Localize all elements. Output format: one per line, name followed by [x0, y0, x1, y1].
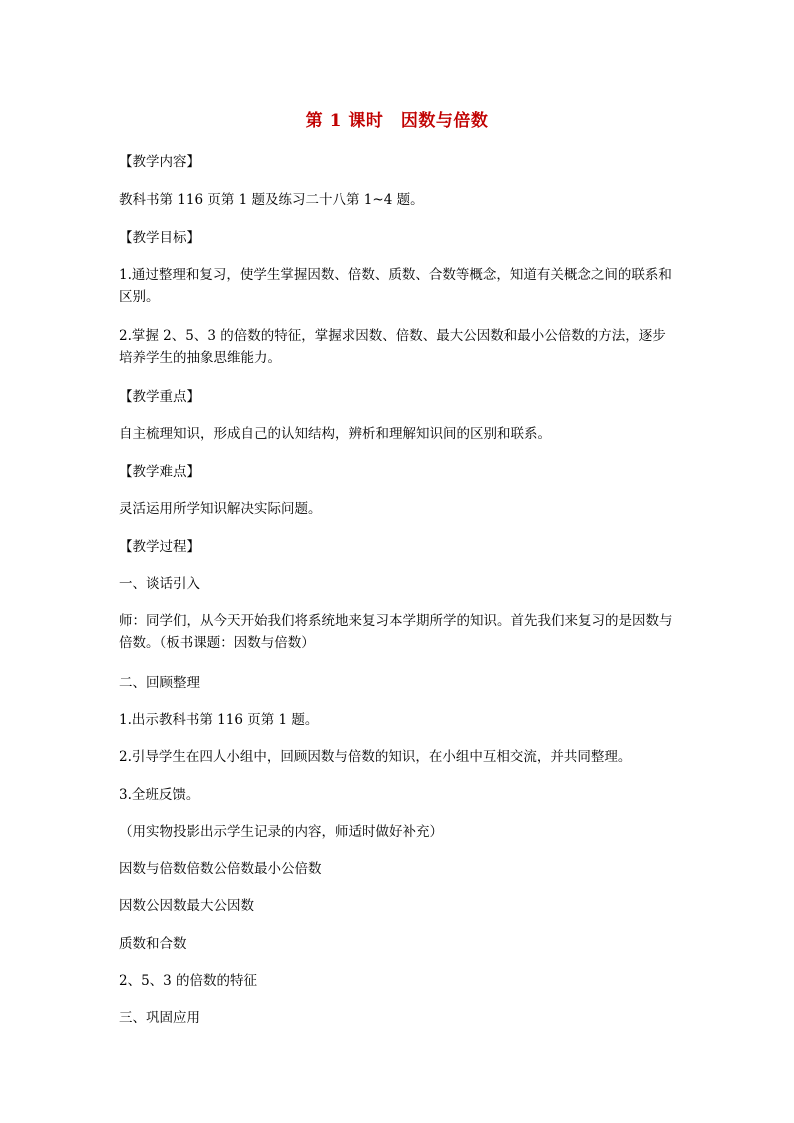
step-1-text: 师：同学们，从今天开始我们将系统地来复习本学期所学的知识。首先我们来复习的是因数与倍数。（板书课题：因数与倍数）: [119, 613, 673, 651]
lesson-title: 第 1 课时 因数与倍数: [305, 111, 489, 131]
step-2-item-1: 1.出示教科书第 116 页第 1 题。: [119, 712, 319, 728]
goal-2-text: 2.掌握 2、5、3 的倍数的特征，掌握求因数、倍数、最大公因数和最小公倍数的方法，逐步培养学生的抽象思维能力。: [119, 328, 666, 366]
difficulty-text: 灵活运用所学知识解决实际问题。: [119, 501, 322, 517]
step-2-note: （用实物投影出示学生记录的内容，师适时做好补充）: [119, 824, 443, 840]
difficulty-heading: 【教学难点】: [119, 464, 200, 480]
content-heading: 【教学内容】: [119, 154, 200, 170]
record-line-2: 因数公因数最大公因数: [119, 898, 254, 914]
record-line-4: 2、5、3 的倍数的特征: [119, 973, 258, 989]
step-2-item-3: 3.全班反馈。: [119, 787, 200, 803]
goal-1-text: 1.通过整理和复习，使学生掌握因数、倍数、质数、合数等概念，知道有关概念之间的联系和区别。: [119, 267, 672, 305]
record-line-1: 因数与倍数倍数公倍数最小公倍数: [119, 861, 322, 877]
key-points-heading: 【教学重点】: [119, 389, 200, 405]
goals-heading: 【教学目标】: [119, 230, 200, 246]
content-text: 教科书第 116 页第 1 题及练习二十八第 1~4 题。: [119, 192, 424, 208]
key-points-text: 自主梳理知识，形成自己的认知结构，辨析和理解知识间的区别和联系。: [119, 426, 551, 442]
step-3-heading: 三、巩固应用: [119, 1010, 200, 1026]
process-heading: 【教学过程】: [119, 539, 200, 555]
step-1-heading: 一、谈话引入: [119, 576, 200, 592]
record-line-3: 质数和合数: [119, 936, 187, 952]
step-2-heading: 二、回顾整理: [119, 675, 200, 691]
step-2-item-2: 2.引导学生在四人小组中，回顾因数与倍数的知识，在小组中互相交流，并共同整理。: [119, 749, 632, 765]
